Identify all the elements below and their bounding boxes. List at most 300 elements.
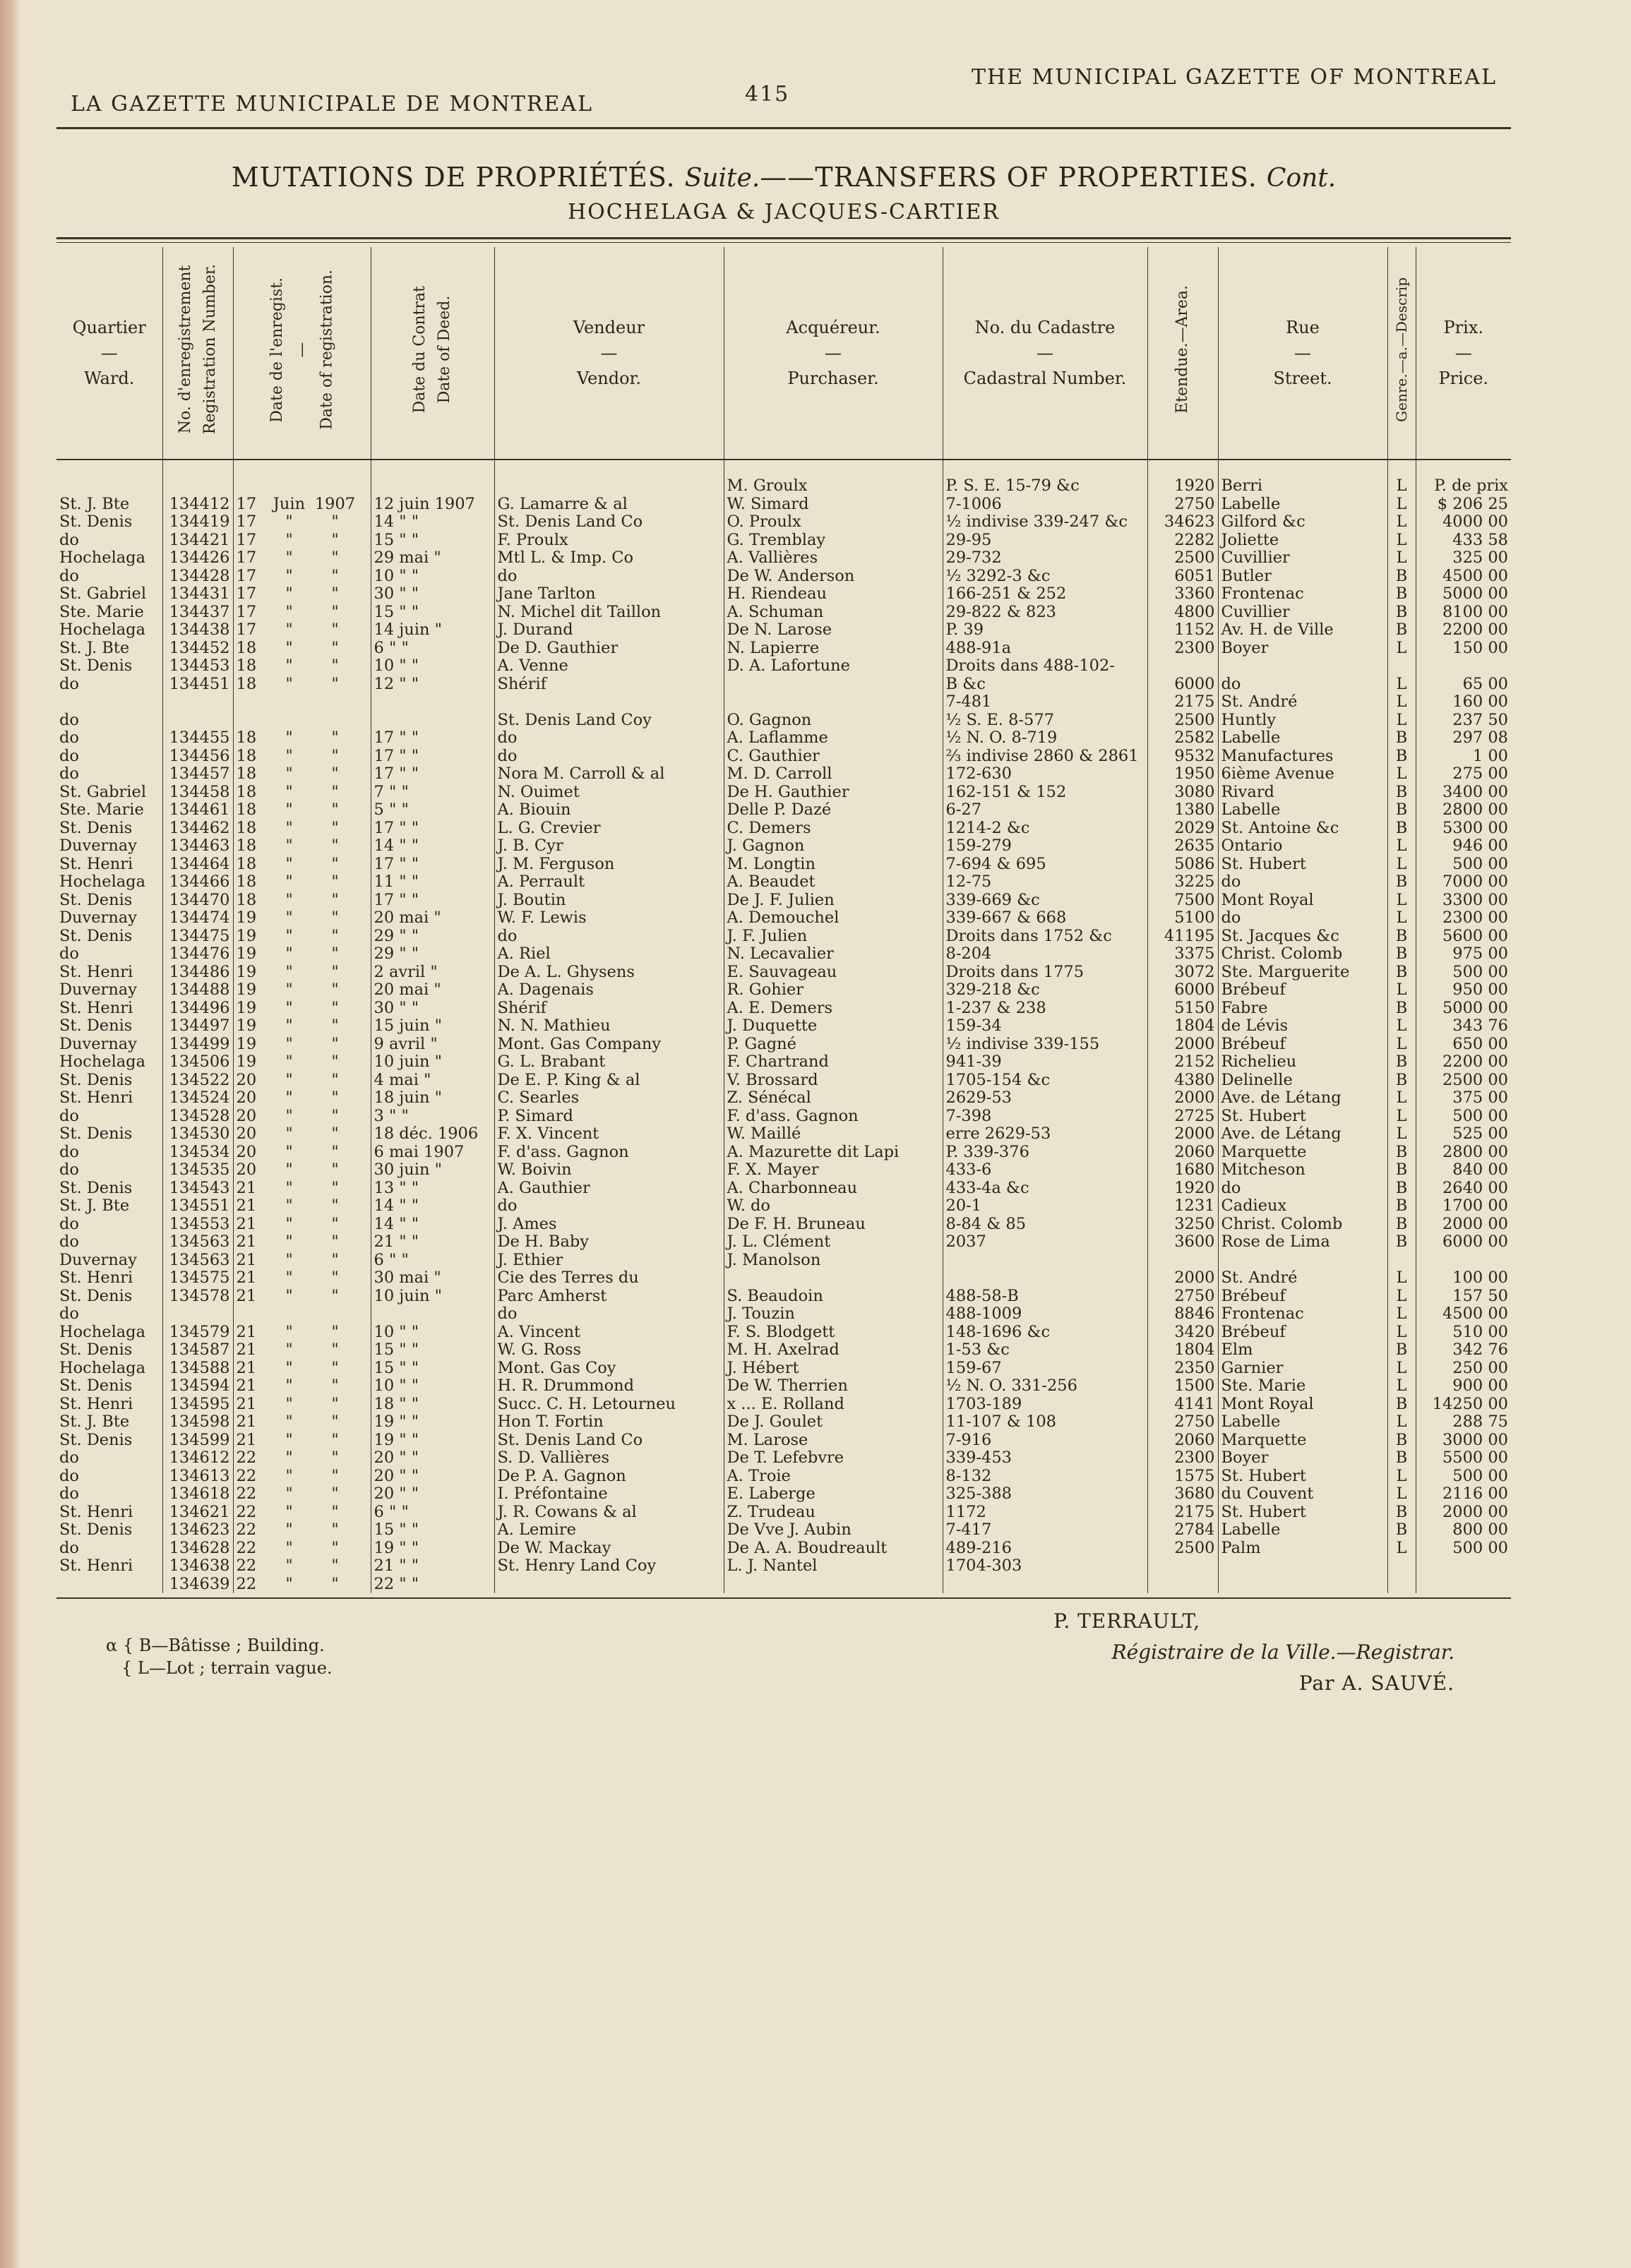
street-cell: Butler (1218, 568, 1387, 586)
street-cell: Ste. Marguerite (1218, 964, 1387, 982)
area-cell (1147, 1557, 1218, 1576)
regno-cell: 134499 (162, 1036, 233, 1054)
cadastre-cell: erre 2629-53 (943, 1125, 1147, 1144)
area-cell: 3072 (1147, 964, 1218, 982)
cadastre-cell: 7-417 (943, 1521, 1147, 1540)
area-cell: 2300 (1147, 640, 1218, 658)
purchaser-cell (724, 693, 943, 712)
area-cell: 2152 (1147, 1053, 1218, 1072)
regdate-day: 22 (236, 1467, 257, 1485)
purchaser-cell: W. Simard (724, 496, 943, 514)
regdate-day: 17 (236, 603, 257, 621)
price-cell: 946 00 (1452, 837, 1508, 855)
genre-cell: B (1387, 1072, 1416, 1090)
vendor-cell: Mont. Gas Coy (494, 1360, 724, 1378)
regdate-year: " (331, 981, 339, 999)
deed-cell: 15 " " (371, 604, 494, 622)
table-row (56, 657, 1511, 676)
cadastre-cell: 148-1696 &c (943, 1324, 1147, 1342)
cadastre-cell: 159-279 (943, 837, 1147, 856)
regdate-year: " (331, 549, 339, 567)
ward-cell: St. Denis (56, 657, 162, 676)
deed-cell: 10 juin " (371, 1288, 494, 1306)
vendor-cell: G. L. Brabant (494, 1053, 724, 1072)
purchaser-cell: E. Laberge (724, 1485, 943, 1504)
regdate-month: " (285, 675, 293, 693)
vendor-cell: W. F. Lewis (494, 909, 724, 928)
regdate-year: " (331, 891, 339, 909)
vendor-cell: A. Riel (494, 945, 724, 964)
vendor-cell: De D. Gauthier (494, 640, 724, 658)
ward-cell: St. Denis (56, 513, 162, 532)
vendor-cell: W. Boivin (494, 1161, 724, 1180)
cadastre-cell: P. S. E. 15-79 &c (943, 460, 1147, 496)
purchaser-cell: M. Groulx (724, 460, 943, 496)
table-row (56, 568, 1511, 586)
regdate-day: 21 (236, 1341, 257, 1359)
purchaser-cell: M. Longtin (724, 856, 943, 874)
cadastre-cell: ½ indivise 339-247 &c (943, 513, 1147, 532)
vendor-cell: Nora M. Carroll & al (494, 765, 724, 784)
street-cell: St. André (1218, 1269, 1387, 1288)
vendor-cell: J. Ethier (494, 1252, 724, 1270)
ward-cell: Duvernay (56, 1036, 162, 1054)
ward-cell: do (56, 676, 162, 694)
purchaser-cell: N. Lapierre (724, 640, 943, 658)
regdate-year: " (331, 963, 339, 981)
price-cell: 5600 00 (1442, 927, 1508, 945)
area-cell: 1950 (1147, 765, 1218, 784)
area-cell: 2500 (1147, 712, 1218, 730)
regdate-cell (233, 1576, 371, 1594)
street-cell: Delinelle (1218, 1072, 1387, 1090)
deed-cell: 6 mai 1907 (371, 1144, 494, 1162)
genre-cell: L (1387, 1125, 1416, 1144)
table-row (56, 693, 1511, 712)
regno-cell (162, 1305, 233, 1324)
regdate-day: 18 (236, 819, 257, 837)
genre-cell: B (1387, 585, 1416, 604)
deed-cell: 5 " " (371, 801, 494, 820)
regdate-month: " (285, 729, 293, 747)
deed-cell: 30 " " (371, 1000, 494, 1018)
area-cell: 2750 (1147, 1413, 1218, 1432)
regdate-month: " (285, 1485, 293, 1503)
title-rule (56, 237, 1511, 243)
cadastre-cell: Droits dans 488-102- (943, 657, 1147, 676)
vendor-cell: G. Lamarre & al (494, 496, 724, 514)
ward-cell: Hochelaga (56, 549, 162, 568)
col-ward-fr: Quartier (72, 318, 146, 337)
regdate-day: 22 (236, 1503, 257, 1521)
price-cell: 4500 00 (1442, 1305, 1508, 1323)
street-cell: Gilford &c (1218, 513, 1387, 532)
regdate-day: 21 (236, 1233, 257, 1251)
regno-cell: 134437 (162, 604, 233, 622)
deed-cell: 30 mai " (371, 1269, 494, 1288)
street-cell: du Couvent (1218, 1485, 1387, 1504)
street-cell: St. Hubert (1218, 856, 1387, 874)
cadastre-cell: 1214-2 &c (943, 820, 1147, 838)
regdate-cell (233, 1432, 371, 1450)
purchaser-cell: F. Chartrand (724, 1053, 943, 1072)
street-cell: Av. H. de Ville (1218, 621, 1387, 640)
cadastre-cell: 8-132 (943, 1468, 1147, 1486)
deed-cell: 18 juin " (371, 1089, 494, 1108)
street-cell: do (1218, 676, 1387, 694)
ward-cell: Hochelaga (56, 873, 162, 892)
regdate-month: " (285, 1521, 293, 1539)
cadastre-cell: 339-453 (943, 1449, 1147, 1468)
regdate-day: 20 (236, 1125, 257, 1143)
cadastre-cell: ½ S. E. 8-577 (943, 712, 1147, 730)
regdate-year: " (331, 585, 339, 603)
genre-cell: L (1387, 640, 1416, 658)
regno-cell: 134431 (162, 585, 233, 604)
regdate-day: 21 (236, 1251, 257, 1269)
regdate-day: 19 (236, 981, 257, 999)
purchaser-cell: M. H. Axelrad (724, 1341, 943, 1360)
street-cell: St. Hubert (1218, 1468, 1387, 1486)
ward-cell: St. Henri (56, 964, 162, 982)
regdate-day: 18 (236, 765, 257, 783)
cadastre-cell: 489-216 (943, 1540, 1147, 1558)
deed-cell: 17 " " (371, 892, 494, 910)
regdate-month: " (285, 1269, 293, 1287)
section-title: MUTATIONS DE PROPRIÉTÉS. Suite.——TRANSFERS OF PROPERTIES. Cont. (231, 162, 1337, 193)
price-cell: 500 00 (1452, 1107, 1508, 1125)
purchaser-cell: A. Vallières (724, 549, 943, 568)
col-genre (1387, 247, 1416, 460)
vendor-cell: Succ. C. H. Letourneu (494, 1396, 724, 1414)
street-cell (1218, 1576, 1387, 1594)
cadastre-cell (943, 1269, 1147, 1288)
price-cell: 2640 00 (1442, 1179, 1508, 1197)
ward-cell: do (56, 748, 162, 766)
regdate-month: " (285, 549, 293, 567)
table-row (56, 837, 1511, 856)
regdate-cell (233, 1288, 371, 1306)
ward-cell: St. Gabriel (56, 585, 162, 604)
street-cell: Labelle (1218, 1413, 1387, 1432)
regdate-cell (233, 1396, 371, 1414)
purchaser-cell: O. Gagnon (724, 712, 943, 730)
ward-cell: do (56, 1468, 162, 1486)
purchaser-cell: C. Demers (724, 820, 943, 838)
table-row (56, 748, 1511, 766)
regdate-year: " (331, 1107, 339, 1125)
regdate-year: " (331, 1377, 339, 1395)
ward-cell: Duvernay (56, 981, 162, 1000)
table-row (56, 765, 1511, 784)
table-row (56, 496, 1511, 514)
street-cell: Frontenac (1218, 585, 1387, 604)
regdate-year: " (331, 1323, 339, 1341)
street-cell (1218, 1252, 1387, 1270)
regdate-month: " (285, 1413, 293, 1431)
area-cell (1147, 1252, 1218, 1270)
col-regno (162, 247, 233, 460)
area-cell (1147, 1576, 1218, 1594)
area-cell: 6000 (1147, 981, 1218, 1000)
purchaser-cell: Delle P. Dazé (724, 801, 943, 820)
regdate-year: " (331, 1287, 339, 1305)
genre-cell: B (1387, 928, 1416, 946)
deed-cell: 20 " " (371, 1468, 494, 1486)
regno-cell: 134575 (162, 1269, 233, 1288)
ward-cell: Duvernay (56, 837, 162, 856)
deed-cell: 10 " " (371, 657, 494, 676)
regdate-year: " (331, 1485, 339, 1503)
purchaser-cell: De N. Larose (724, 621, 943, 640)
genre-cell: B (1387, 1233, 1416, 1252)
purchaser-cell: De J. F. Julien (724, 892, 943, 910)
street-cell: Boyer (1218, 640, 1387, 658)
regdate-day: 17 (236, 531, 257, 549)
area-cell: 2300 (1147, 1449, 1218, 1468)
regdate-cell (233, 1252, 371, 1270)
price-cell (1416, 1252, 1511, 1270)
regdate-cell (233, 981, 371, 1000)
col-cadastre (943, 247, 1147, 460)
area-cell: 41195 (1147, 928, 1218, 946)
table-row (56, 1197, 1511, 1216)
purchaser-cell: x ... E. Rolland (724, 1396, 943, 1414)
deed-cell: 14 " " (371, 1216, 494, 1234)
price-cell: P. de prix (1434, 476, 1508, 495)
legend-building: α { B—Bâtisse ; Building. (106, 1636, 325, 1655)
purchaser-cell: Z. Sénécal (724, 1089, 943, 1108)
registrar-name: P. TERRAULT, (1053, 1609, 1200, 1633)
col-regdate-dash: — (292, 342, 311, 357)
table-row (56, 1180, 1511, 1198)
cadastre-cell: ⅔ indivise 2860 & 2861 (943, 748, 1147, 766)
price-cell: 950 00 (1452, 981, 1508, 999)
regdate-month: " (285, 1323, 293, 1341)
regdate-day: 17 (236, 513, 257, 531)
regno-cell: 134553 (162, 1216, 233, 1234)
genre-cell: L (1387, 1036, 1416, 1054)
vendor-cell: Parc Amherst (494, 1288, 724, 1306)
price-cell: 975 00 (1452, 945, 1508, 963)
col-regdate-label (265, 270, 340, 430)
table-row (56, 1161, 1511, 1180)
col-regdate-en: Date of registration. (318, 269, 336, 430)
purchaser-cell: De W. Anderson (724, 568, 943, 586)
purchaser-cell: F. d'ass. Gagnon (724, 1108, 943, 1126)
regdate-year: " (331, 621, 339, 639)
deed-cell: 17 " " (371, 765, 494, 784)
regdate-cell (233, 1144, 371, 1162)
regdate-cell (233, 1377, 371, 1396)
regdate-cell (233, 568, 371, 586)
regdate-month: " (285, 603, 293, 621)
vendor-cell: L. G. Crevier (494, 820, 724, 838)
street-cell: Labelle (1218, 1521, 1387, 1540)
deed-cell: 6 " " (371, 1504, 494, 1522)
street-cell: Ave. de Létang (1218, 1125, 1387, 1144)
regdate-cell (233, 1053, 371, 1072)
area-cell: 2060 (1147, 1144, 1218, 1162)
genre-cell: B (1387, 964, 1416, 982)
regdate-month: " (285, 1431, 293, 1449)
cadastre-cell: 433-6 (943, 1161, 1147, 1180)
table-row (56, 676, 1511, 694)
table-row (56, 873, 1511, 892)
genre-cell: B (1387, 1197, 1416, 1216)
regdate-year: " (331, 1143, 339, 1161)
table-row (56, 1432, 1511, 1450)
regno-cell: 134598 (162, 1413, 233, 1432)
deed-cell: 29 " " (371, 928, 494, 946)
ward-cell: St. Denis (56, 1180, 162, 1198)
regno-cell: 134578 (162, 1288, 233, 1306)
cadastre-cell: 7-1006 (943, 496, 1147, 514)
regdate-year: " (331, 1089, 339, 1107)
regdate-day: 20 (236, 1161, 257, 1179)
genre-cell: L (1387, 1360, 1416, 1378)
table-row (56, 621, 1511, 640)
area-cell: 2784 (1147, 1521, 1218, 1540)
genre-cell: B (1387, 1000, 1416, 1018)
deed-cell (371, 693, 494, 712)
regdate-year: " (331, 729, 339, 747)
ward-cell: do (56, 712, 162, 730)
regdate-day: 22 (236, 1449, 257, 1467)
table-row (56, 549, 1511, 568)
regno-cell: 134618 (162, 1485, 233, 1504)
regdate-day: 18 (236, 855, 257, 873)
cadastre-cell: P. 39 (943, 621, 1147, 640)
cadastre-cell: Droits dans 1752 &c (943, 928, 1147, 946)
regno-cell: 134457 (162, 765, 233, 784)
regdate-cell (233, 1036, 371, 1054)
genre-cell: B (1387, 1161, 1416, 1180)
deed-cell: 9 avril " (371, 1036, 494, 1054)
cadastre-cell: 7-694 & 695 (943, 856, 1147, 874)
table-row (56, 909, 1511, 928)
regdate-year: " (331, 1053, 339, 1071)
deed-cell: 19 " " (371, 1540, 494, 1558)
vendor-cell: P. Simard (494, 1108, 724, 1126)
area-cell: 2635 (1147, 837, 1218, 856)
regdate-month: Juin (273, 495, 306, 513)
regdate-year: " (331, 747, 339, 765)
price-cell: 237 50 (1452, 711, 1508, 729)
col-vendor-en: Vendor. (576, 368, 642, 388)
price-cell: 2000 00 (1442, 1215, 1508, 1233)
vendor-cell: St. Denis Land Coy (494, 712, 724, 730)
vendor-cell: J. Boutin (494, 892, 724, 910)
ward-cell: do (56, 1540, 162, 1558)
genre-cell: L (1387, 1269, 1416, 1288)
vendor-cell: A. Vincent (494, 1324, 724, 1342)
vendor-cell (494, 1576, 724, 1594)
regdate-day: 18 (236, 639, 257, 657)
col-regno-fr: No. d'enregistrement (176, 265, 194, 434)
ward-cell: do (56, 1305, 162, 1324)
genre-cell: B (1387, 1449, 1416, 1468)
deed-cell: 18 " " (371, 1396, 494, 1414)
regdate-cell (233, 460, 371, 496)
vendor-cell: F. d'ass. Gagnon (494, 1144, 724, 1162)
cadastre-cell: 488-58-B (943, 1288, 1147, 1306)
regdate-cell (233, 856, 371, 874)
regdate-cell (233, 1161, 371, 1180)
regdate-day: 18 (236, 837, 257, 855)
table-row (56, 1521, 1511, 1540)
table-row (56, 1540, 1511, 1558)
area-cell: 5086 (1147, 856, 1218, 874)
price-cell: 5000 00 (1442, 999, 1508, 1017)
regdate-cell (233, 1000, 371, 1018)
ward-cell: Hochelaga (56, 1324, 162, 1342)
genre-cell: B (1387, 1341, 1416, 1360)
ward-cell: St. J. Bte (56, 640, 162, 658)
regdate-year: " (331, 1431, 339, 1449)
regdate-day: 21 (236, 1377, 257, 1395)
street-cell: Christ. Colomb (1218, 945, 1387, 964)
area-cell: 3600 (1147, 1233, 1218, 1252)
cadastre-cell: 7-481 (943, 693, 1147, 712)
regdate-day: 17 (236, 495, 257, 513)
col-ward (56, 247, 162, 460)
street-cell: Cadieux (1218, 1197, 1387, 1216)
price-cell: 2116 00 (1442, 1485, 1508, 1503)
price-cell: 650 00 (1452, 1035, 1508, 1053)
price-cell: 5300 00 (1442, 819, 1508, 837)
genre-cell: L (1387, 1288, 1416, 1306)
ward-cell: do (56, 1233, 162, 1252)
genre-cell: B (1387, 604, 1416, 622)
regdate-day: 21 (236, 1359, 257, 1377)
regno-cell: 134462 (162, 820, 233, 838)
regdate-day: 22 (236, 1521, 257, 1539)
purchaser-cell: A. Demouchel (724, 909, 943, 928)
price-cell (1416, 1557, 1511, 1576)
page-footer (56, 1599, 1511, 1740)
regdate-month: " (285, 1035, 293, 1053)
regdate-month: " (285, 999, 293, 1017)
price-cell: 433 58 (1452, 531, 1508, 549)
regdate-year: " (331, 855, 339, 873)
regdate-year: 1907 (314, 495, 356, 513)
deed-cell: 3 " " (371, 1108, 494, 1126)
deed-cell: 6 " " (371, 640, 494, 658)
cadastre-cell: B &c (943, 676, 1147, 694)
regdate-cell (233, 801, 371, 820)
regdate-cell (233, 585, 371, 604)
regdate-day: 22 (236, 1557, 257, 1575)
purchaser-cell: De T. Lefebvre (724, 1449, 943, 1468)
regdate-cell (233, 549, 371, 568)
price-cell (1416, 1576, 1511, 1594)
price-cell: 5000 00 (1442, 585, 1508, 603)
area-cell: 4141 (1147, 1396, 1218, 1414)
area-cell: 2582 (1147, 729, 1218, 748)
regno-cell: 134588 (162, 1360, 233, 1378)
vendor-cell: De P. A. Gagnon (494, 1468, 724, 1486)
area-cell: 5150 (1147, 1000, 1218, 1018)
vendor-cell: C. Searles (494, 1089, 724, 1108)
genre-cell: B (1387, 1432, 1416, 1450)
genre-cell: L (1387, 1540, 1416, 1558)
regdate-cell (233, 928, 371, 946)
regdate-day: 22 (236, 1485, 257, 1503)
purchaser-cell: J. Manolson (724, 1252, 943, 1270)
regdate-year: " (331, 1467, 339, 1485)
col-area-label: Etendue.—Area. (1173, 285, 1192, 414)
